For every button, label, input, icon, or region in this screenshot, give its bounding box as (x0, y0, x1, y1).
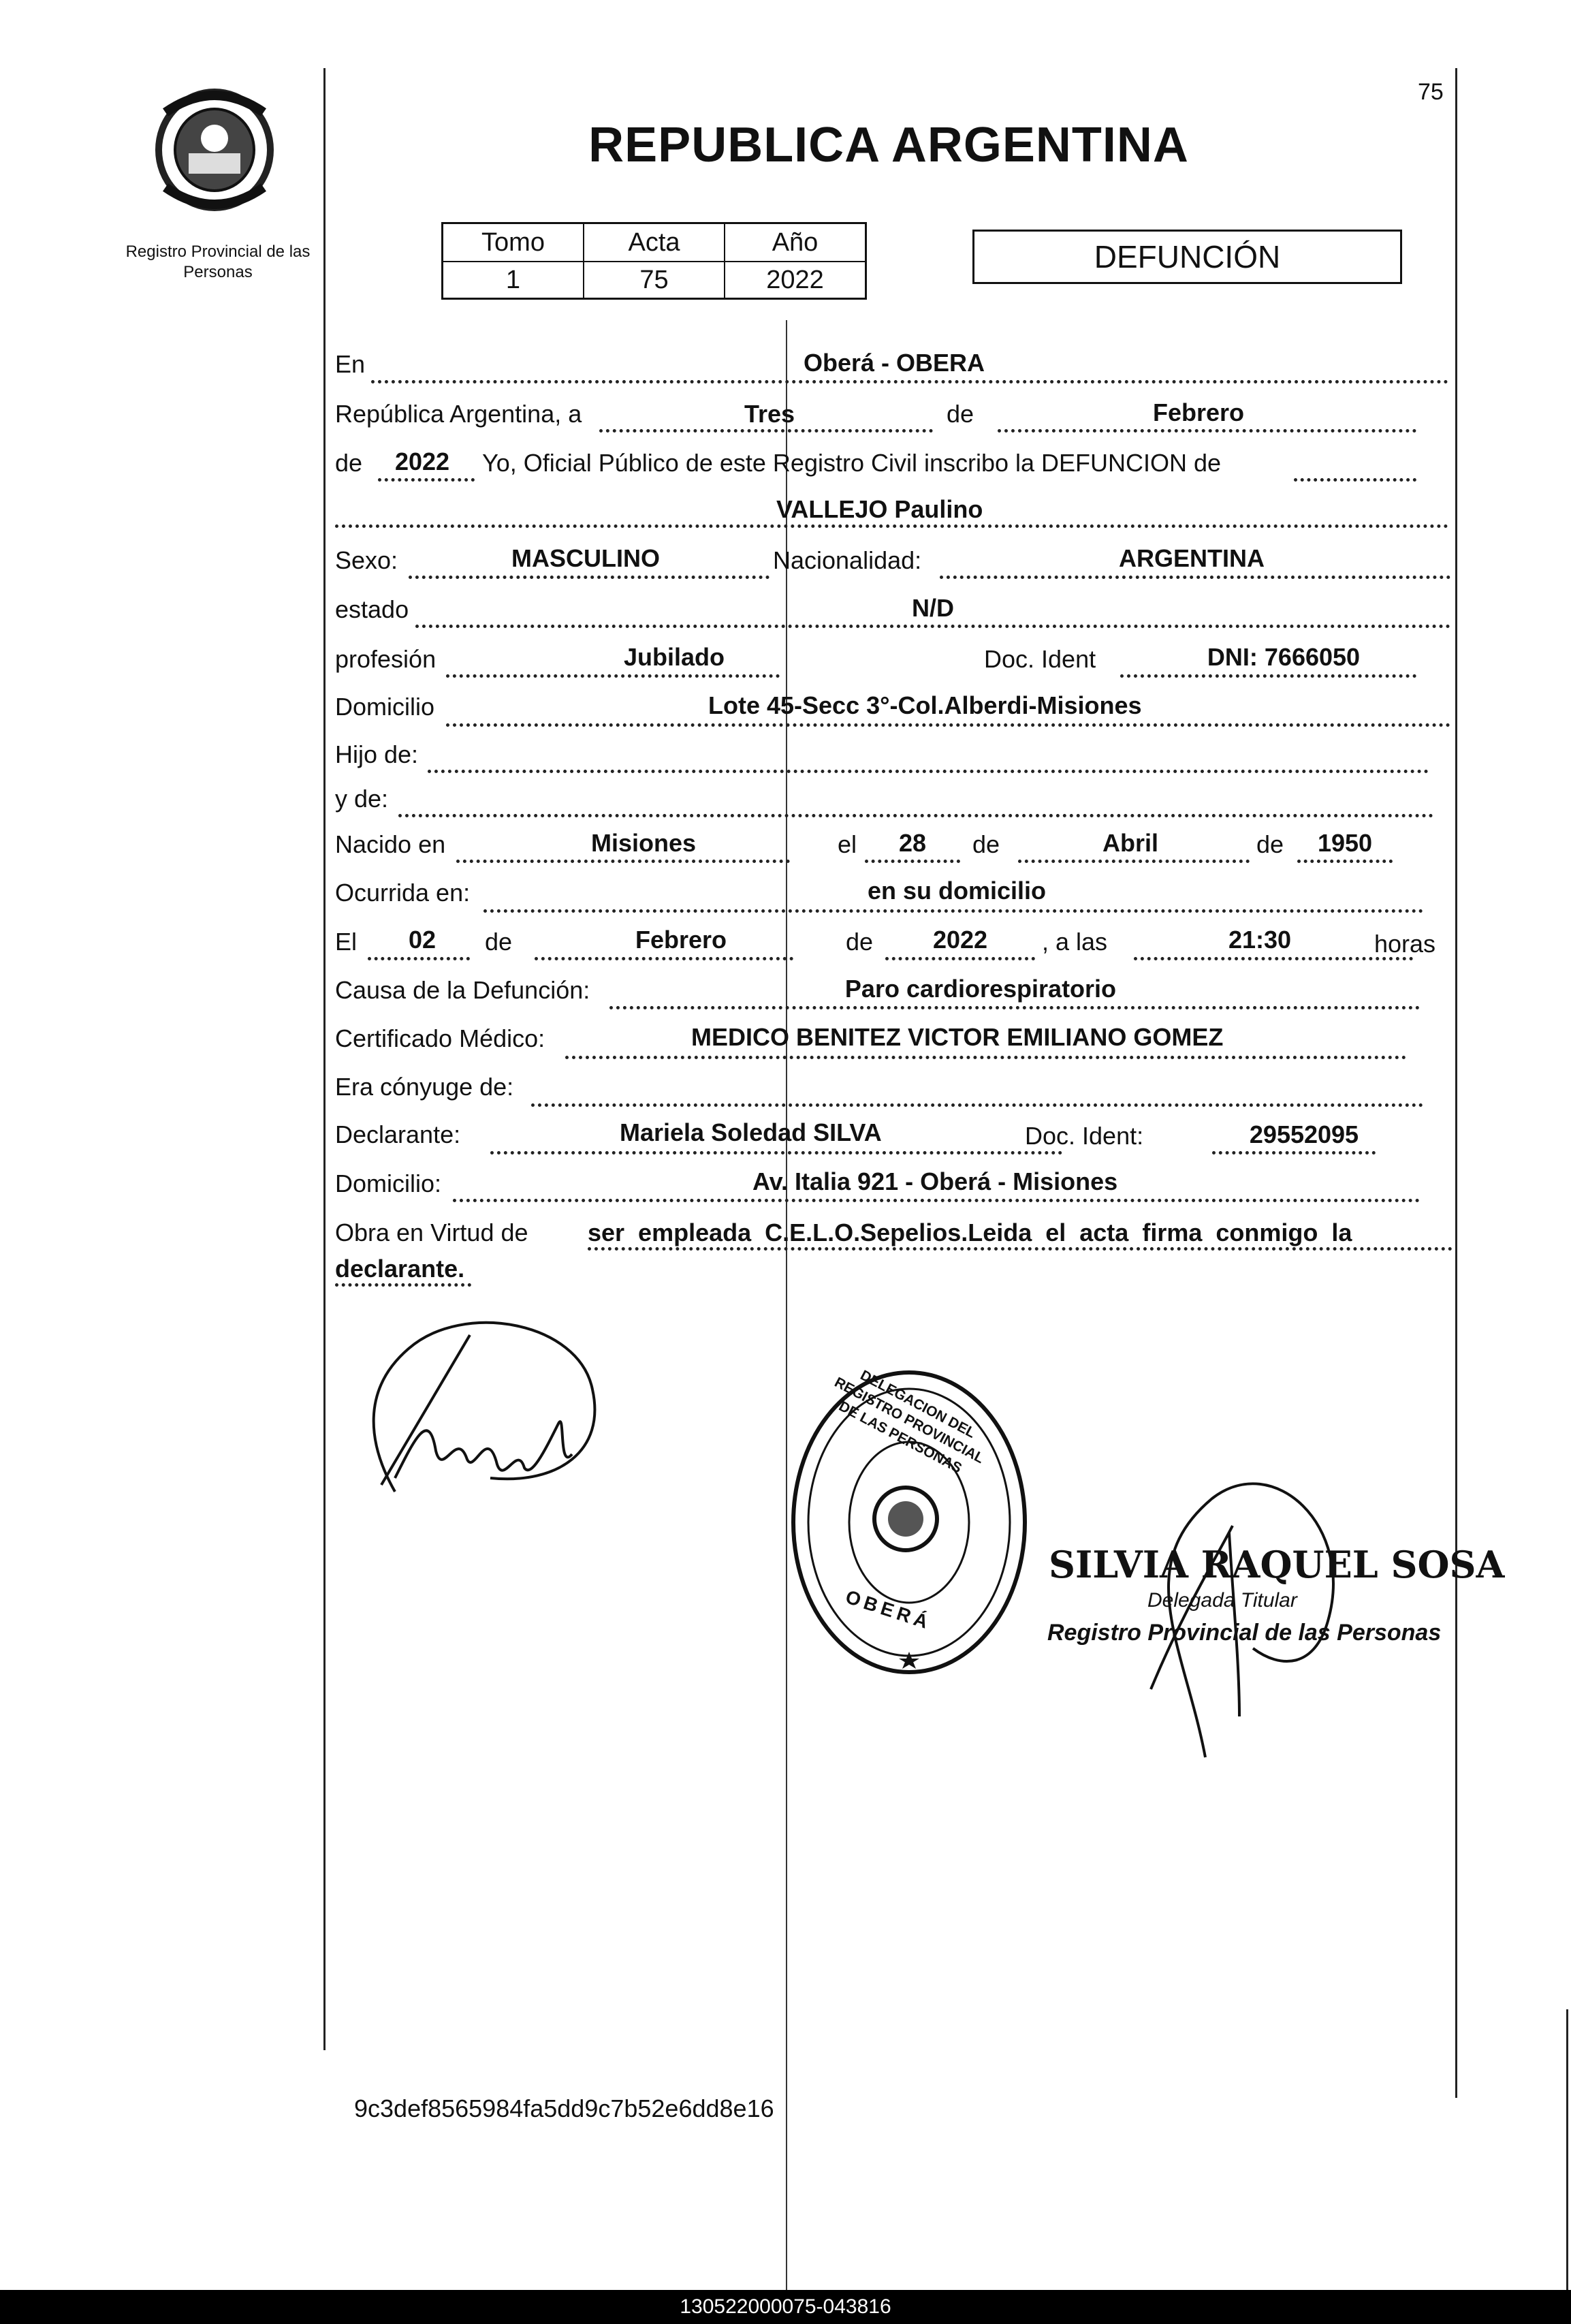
label-de-a: de (972, 830, 1000, 858)
label-de-b: de (1256, 830, 1284, 858)
label-sexo: Sexo: (335, 546, 398, 574)
label-domicilio: Domicilio (335, 693, 435, 721)
label-causa: Causa de la Defunción: (335, 976, 590, 1004)
label-estado: estado (335, 595, 409, 623)
anio-value: 2022 (394, 447, 450, 475)
dotted-line (940, 576, 1450, 579)
nacido-mes-value: Abril (1102, 829, 1158, 857)
dotted-line (865, 860, 960, 863)
right-edge-line (1566, 2009, 1568, 2290)
label-a-las: , a las (1042, 928, 1108, 956)
table-header: Acta (584, 223, 725, 262)
label-de-d: de (846, 928, 874, 956)
dotted-line (609, 1006, 1420, 1009)
doc-ident-value: DNI: 7666050 (1207, 643, 1361, 671)
declarante-domicilio-value: Av. Italia 921 - Oberá - Misiones (752, 1167, 1118, 1195)
label-ocurrida-en: Ocurrida en: (335, 879, 471, 907)
official-office: Registro Provincial de las Personas (1047, 1620, 1442, 1646)
dotted-line (371, 380, 1448, 383)
dotted-line (409, 576, 769, 579)
certificado-value: MEDICO BENITEZ VICTOR EMILIANO GOMEZ (691, 1023, 1224, 1051)
official-position: Delegada Titular (1147, 1589, 1297, 1612)
document-hash: 9c3def8565984fa5dd9c7b52e6dd8e16 (354, 2094, 774, 2122)
ocurrida-en-value: en su domicilio (867, 877, 1047, 905)
dotted-line (535, 957, 793, 960)
dotted-line (368, 957, 470, 960)
dotted-line (415, 625, 1450, 628)
dotted-line (446, 723, 1450, 727)
dotted-line (1134, 957, 1413, 960)
declarante-value: Mariela Soledad SILVA (620, 1118, 882, 1146)
causa-value: Paro cardiorespiratorio (844, 975, 1117, 1003)
dotted-line (531, 1103, 1423, 1107)
label-nacido-en: Nacido en (335, 830, 446, 858)
label-y-de: y de: (335, 785, 389, 813)
label-el: el (838, 830, 857, 858)
dotted-line (428, 770, 1429, 773)
record-table (441, 222, 867, 300)
sexo-value: MASCULINO (511, 544, 660, 572)
record-type-box: DEFUNCIÓN (972, 230, 1402, 284)
obra-line2: declarante. (335, 1257, 471, 1287)
dotted-line (565, 1056, 1406, 1059)
nacido-anio-value: 1950 (1317, 829, 1373, 857)
dotted-line (1212, 1151, 1376, 1155)
label-de: de (947, 400, 974, 428)
left-margin-line (323, 68, 326, 2050)
label-domicilio2: Domicilio: (335, 1169, 442, 1197)
estado-value: N/D (912, 594, 954, 622)
declarant-signature-icon (354, 1308, 613, 1519)
dotted-line (335, 524, 1448, 528)
fallec-anio-value: 2022 (932, 926, 988, 954)
label-nacionalidad: Nacionalidad: (773, 546, 922, 574)
domicilio-value: Lote 45-Secc 3°-Col.Alberdi-Misiones (708, 691, 1142, 719)
fallec-dia-value: 02 (408, 926, 437, 954)
stamp-inner-text: OBERÁ (843, 1586, 935, 1634)
dotted-line (1018, 860, 1250, 863)
label-horas: horas (1374, 930, 1436, 958)
dotted-line (599, 429, 933, 433)
page-title: REPUBLICA ARGENTINA (588, 118, 1189, 172)
label-en: En (335, 350, 366, 378)
declarante-doc-value: 29552095 (1249, 1120, 1359, 1148)
right-margin-line (1455, 68, 1457, 2098)
fallec-mes-value: Febrero (635, 926, 727, 954)
dotted-line (453, 1199, 1420, 1202)
dotted-line (456, 860, 790, 863)
table-header: Año (725, 223, 866, 262)
label-republica: República Argentina, a (335, 400, 582, 428)
nacido-en-value: Misiones (590, 829, 697, 857)
label-el2: El (335, 928, 358, 956)
label-obra: Obra en Virtud de (335, 1219, 528, 1246)
dotted-line (1120, 674, 1416, 678)
official-name: SILVIA RAQUEL SOSA (1049, 1543, 1505, 1586)
table-cell: 2022 (725, 262, 866, 299)
dotted-line (378, 478, 475, 482)
nombre-value: VALLEJO Paulino (776, 495, 983, 523)
dotted-line (885, 957, 1035, 960)
registry-name: Registro Provincial de las Personas (125, 242, 311, 281)
label-yo: Yo, Oficial Público de este Registro Civil inscribo la DEFUNCION de (482, 449, 1222, 477)
label-hijo-de: Hijo de: (335, 740, 419, 768)
label-certificado: Certificado Médico: (335, 1024, 545, 1052)
stamp-outer-text: DELEGACION DEL REGISTRO PROVINCIAL DE LAS PERSONAS (831, 1367, 987, 1477)
table-cell: 75 (584, 262, 725, 299)
obra-line1: ser empleada C.E.L.O.Sepelios.Leida el acta firma conmigo la (588, 1221, 1453, 1251)
dotted-line (998, 429, 1416, 433)
label-profesion: profesión (335, 645, 437, 673)
dotted-line (1294, 478, 1416, 482)
center-fold-line (786, 320, 787, 2290)
dotted-line (483, 909, 1423, 913)
profesion-value: Jubilado (623, 643, 725, 671)
nacido-dia-value: 28 (898, 829, 927, 857)
label-de-c: de (485, 928, 513, 956)
table-cell: 1 (443, 262, 584, 299)
page-number: 75 (1418, 79, 1444, 105)
footer-code-bar (0, 2290, 1571, 2324)
table-header: Tomo (443, 223, 584, 262)
dia-value: Tres (744, 400, 795, 428)
fallec-hora-value: 21:30 (1228, 926, 1292, 954)
label-de2: de (335, 449, 363, 477)
label-conyuge: Era cónyuge de: (335, 1073, 514, 1101)
mes-value: Febrero (1152, 398, 1245, 426)
label-doc-ident: Doc. Ident (984, 645, 1096, 673)
dotted-line (446, 674, 780, 678)
footer-code: 130522000075-043816 (680, 2295, 891, 2318)
dotted-line (398, 814, 1433, 817)
label-declarante: Declarante: (335, 1120, 461, 1148)
provincial-seal-icon (146, 85, 283, 215)
dotted-line (1297, 860, 1393, 863)
dotted-line (490, 1151, 1062, 1155)
nacionalidad-value: ARGENTINA (1119, 544, 1265, 572)
lugar-value: Oberá - OBERA (804, 349, 985, 377)
label-doc-ident2: Doc. Ident: (1025, 1122, 1144, 1150)
